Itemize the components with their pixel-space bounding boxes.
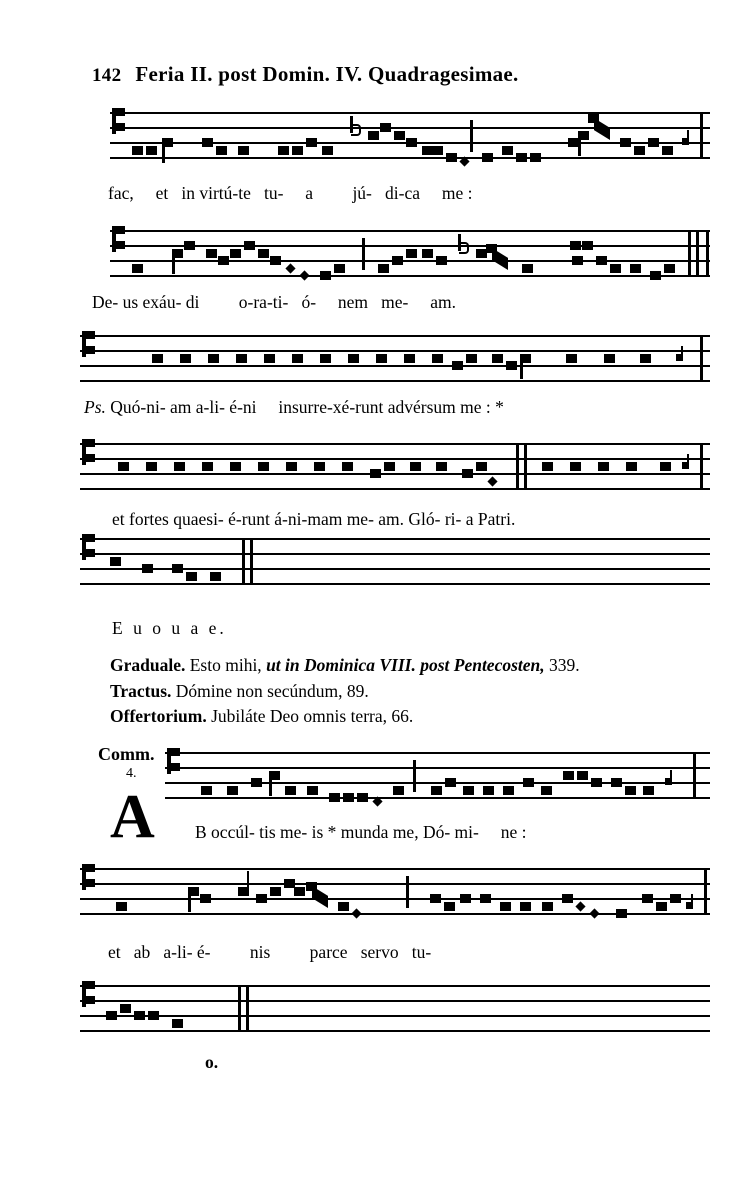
- barline: [704, 868, 707, 915]
- neume-note: [148, 1011, 159, 1020]
- page-title: Feria II. post Domin. IV. Quadragesimae.: [135, 62, 519, 86]
- barline: [250, 538, 253, 585]
- neume-note: [570, 241, 581, 250]
- barline: [246, 985, 249, 1032]
- neume-flexa: [306, 882, 328, 908]
- neume-note: [570, 462, 581, 471]
- barline: [700, 112, 703, 159]
- neume-note: [502, 146, 513, 155]
- neume-note: [670, 894, 681, 903]
- neume-note: [598, 462, 609, 471]
- neume-note: [596, 256, 607, 265]
- staff-line: [110, 127, 710, 129]
- neume-note: [343, 793, 354, 802]
- neume-note: [462, 469, 473, 478]
- neume-note: [432, 354, 443, 363]
- neume-note: [292, 354, 303, 363]
- custos: [676, 354, 686, 362]
- neume-note: [186, 572, 197, 581]
- staff-line: [80, 365, 710, 367]
- neume-note: [270, 256, 281, 265]
- neume-note: [378, 264, 389, 273]
- staff-line: [80, 883, 710, 885]
- neume-note: [487, 476, 497, 486]
- flat-sign: [458, 234, 467, 251]
- staff-line: [80, 1000, 710, 1002]
- staff-line: [110, 230, 710, 232]
- neume-note: [542, 462, 553, 471]
- lyric-line-4: et fortes quaesi- é-runt á-ni-mam me- am. Gló- ri- a Patri.: [112, 509, 516, 529]
- neume-note: [563, 771, 574, 780]
- neume-note: [258, 462, 269, 471]
- neume-note: [483, 786, 494, 795]
- neume-note: [444, 902, 455, 911]
- do-clef: [112, 226, 125, 252]
- barline: [516, 443, 519, 490]
- neume-note: [566, 354, 577, 363]
- staff-line: [80, 583, 710, 585]
- neume-note: [132, 264, 143, 273]
- staff-line: [80, 1030, 710, 1032]
- staff-line: [80, 380, 710, 382]
- neume-note: [530, 153, 541, 162]
- neume-note: [506, 361, 517, 370]
- staff-line: [80, 443, 710, 445]
- barline: [242, 538, 245, 585]
- staff-line: [80, 898, 710, 900]
- neume-note: [656, 902, 667, 911]
- neume-note: [476, 462, 487, 471]
- neume-note: [520, 354, 531, 363]
- neume-note: [410, 462, 421, 471]
- neume-note: [392, 256, 403, 265]
- neume-note: [500, 902, 511, 911]
- staff-line: [80, 1015, 710, 1017]
- neume-note: [431, 786, 442, 795]
- staff-line: [80, 538, 710, 540]
- neume-note: [376, 354, 387, 363]
- staff-line: [165, 767, 710, 769]
- rubric-label: Tractus.: [110, 680, 172, 701]
- staff-line: [110, 245, 710, 247]
- neume-note: [582, 241, 593, 250]
- barline: [693, 752, 696, 799]
- neume-note: [320, 354, 331, 363]
- neume-note: [380, 123, 391, 132]
- neume-note: [201, 786, 212, 795]
- staff: [110, 112, 710, 174]
- chant-system-1: [110, 112, 710, 174]
- neume-note: [244, 241, 255, 250]
- do-clef: [82, 534, 95, 560]
- communio-label: Comm.: [98, 744, 155, 764]
- staff: [165, 752, 710, 814]
- do-clef: [167, 748, 180, 774]
- neume-note: [299, 270, 309, 280]
- barline: [700, 443, 703, 490]
- neume-note: [338, 902, 349, 911]
- staff-line: [165, 782, 710, 784]
- neume-note: [480, 894, 491, 903]
- neume-note: [307, 786, 318, 795]
- neume-note: [625, 786, 636, 795]
- rubric-italic: ut in Dominica VIII. post Pentecosten,: [266, 655, 545, 675]
- staff-line: [110, 112, 710, 114]
- neume-note: [460, 894, 471, 903]
- neume-note: [516, 153, 527, 162]
- custos: [682, 462, 692, 470]
- neume-note: [334, 264, 345, 273]
- neume-note: [664, 264, 675, 273]
- neume-note: [452, 361, 463, 370]
- barline: [688, 230, 691, 277]
- neume-note: [357, 793, 368, 802]
- lyric-line-1: fac, et in virtú-te tu- a jú- di-ca me :: [108, 183, 473, 203]
- neume-note: [286, 462, 297, 471]
- rubric-text: Esto mihi,: [185, 655, 267, 675]
- neume-note: [604, 354, 615, 363]
- staff-line: [80, 985, 710, 987]
- neume-note: [202, 138, 213, 147]
- neume-note: [230, 462, 241, 471]
- neume-note: [436, 256, 447, 265]
- neume-note: [314, 462, 325, 471]
- neume-note: [184, 241, 195, 250]
- neume-note: [626, 462, 637, 471]
- staff-line: [80, 868, 710, 870]
- neume-note: [216, 146, 227, 155]
- rubric-offertorium: [110, 706, 580, 727]
- neume-note: [575, 901, 585, 911]
- rubric-block: [110, 655, 580, 732]
- neume-note: [466, 354, 477, 363]
- neume-note: [320, 271, 331, 280]
- neume-note: [422, 249, 433, 258]
- barline: [362, 238, 365, 270]
- neume-note: [406, 138, 417, 147]
- neume-note: [306, 138, 317, 147]
- do-clef: [82, 981, 95, 1007]
- custos: [665, 778, 675, 786]
- neume-note: [258, 249, 269, 258]
- psalm-label: Ps.: [84, 397, 106, 417]
- staff-line: [110, 157, 710, 159]
- do-clef: [112, 108, 125, 134]
- neume-note: [445, 778, 456, 787]
- drop-capital: A: [110, 783, 155, 851]
- rubric-text: Jubiláte Deo omnis terra, 66.: [206, 706, 414, 726]
- neume-note: [236, 354, 247, 363]
- neume-note: [648, 138, 659, 147]
- neume-note: [210, 572, 221, 581]
- custos: [682, 138, 692, 146]
- neume-note: [292, 146, 303, 155]
- neume-note: [238, 887, 249, 896]
- staff-line: [165, 797, 710, 799]
- neume-note: [322, 146, 333, 155]
- neume-note: [342, 462, 353, 471]
- staff-line: [165, 752, 710, 754]
- chant-system-6: [165, 752, 710, 814]
- neume-note: [616, 909, 627, 918]
- chant-system-5: [80, 538, 710, 600]
- neume-note: [202, 462, 213, 471]
- neume-note: [522, 264, 533, 273]
- neume-note: [643, 786, 654, 795]
- neume-note: [256, 894, 267, 903]
- neume-note: [589, 908, 599, 918]
- neume-note: [650, 271, 661, 280]
- neume-note: [118, 462, 129, 471]
- neume-note: [285, 263, 295, 273]
- neume-note: [394, 131, 405, 140]
- neume-note: [572, 256, 583, 265]
- neume-note: [110, 557, 121, 566]
- neume-note: [370, 469, 381, 478]
- neume-note: [591, 778, 602, 787]
- lyric-line-5: B occúl- tis me- is * munda me, Dó- mi- ne :: [195, 822, 527, 842]
- neume-note: [630, 264, 641, 273]
- neume-note: [406, 249, 417, 258]
- staff-line: [80, 458, 710, 460]
- neume-note: [120, 1004, 131, 1013]
- staff: [80, 985, 710, 1047]
- neume-note: [142, 564, 153, 573]
- barline: [706, 230, 709, 277]
- neume-note: [620, 138, 631, 147]
- neume-note: [174, 462, 185, 471]
- do-clef: [82, 439, 95, 465]
- neume-note: [134, 1011, 145, 1020]
- barline: [413, 760, 416, 792]
- neume-note: [200, 894, 211, 903]
- neume-note: [146, 146, 157, 155]
- neume-note: [542, 902, 553, 911]
- rubric-label: Graduale.: [110, 655, 186, 675]
- neume-note: [430, 894, 441, 903]
- staff-line: [80, 473, 710, 475]
- neume-note: [520, 902, 531, 911]
- neume-note: [278, 146, 289, 155]
- neume-note: [436, 462, 447, 471]
- staff-line: [80, 350, 710, 352]
- chant-system-3: [80, 335, 710, 397]
- neume-note: [172, 249, 183, 258]
- neume-note: [152, 354, 163, 363]
- barline: [470, 120, 473, 152]
- neume-note: [227, 786, 238, 795]
- flat-sign: [350, 116, 359, 133]
- neume-note: [368, 131, 379, 140]
- neume-note: [660, 462, 671, 471]
- neume-note: [393, 786, 404, 795]
- neume-note: [251, 778, 262, 787]
- staff-line: [110, 260, 710, 262]
- neume-note: [384, 462, 395, 471]
- barline: [406, 876, 409, 908]
- neume-note: [329, 793, 340, 802]
- staff: [110, 230, 710, 292]
- rubric-text: Dómine non secúndum, 89.: [171, 680, 369, 701]
- neume-note: [206, 249, 217, 258]
- neume-note: [116, 902, 127, 911]
- chant-system-2: [110, 230, 710, 292]
- neume-note: [132, 146, 143, 155]
- barline: [524, 443, 527, 490]
- neume-note: [482, 153, 493, 162]
- barline: [700, 335, 703, 382]
- neume-note: [208, 354, 219, 363]
- lyric-line-7: o.: [205, 1052, 219, 1072]
- lyric-line-6: et ab a-li- é- nis parce servo tu-: [108, 942, 432, 962]
- neume-note: [269, 771, 280, 780]
- staff-line: [80, 488, 710, 490]
- rubric-graduale: [110, 655, 580, 676]
- neume-note: [578, 131, 589, 140]
- neume-note: [238, 146, 249, 155]
- neume-note: [446, 153, 457, 162]
- neume-note: [610, 264, 621, 273]
- staff-line: [80, 553, 710, 555]
- neume-note: [285, 786, 296, 795]
- neume-note: [463, 786, 474, 795]
- neume-note: [634, 146, 645, 155]
- neume-note: [180, 354, 191, 363]
- barline: [238, 985, 241, 1032]
- chant-system-8: [80, 985, 710, 1047]
- folio-number: 142: [92, 65, 122, 86]
- chant-system-7: [80, 868, 710, 930]
- page-header: [92, 62, 692, 87]
- neume-note: [230, 249, 241, 258]
- neume-note: [162, 138, 173, 147]
- euouae-line: E u o u a e.: [112, 618, 227, 638]
- staff: [80, 443, 710, 505]
- neume-note: [106, 1011, 117, 1020]
- neume-note: [577, 771, 588, 780]
- neume-note: [662, 146, 673, 155]
- neume-note: [146, 462, 157, 471]
- neume-note: [348, 354, 359, 363]
- neume-note: [432, 146, 443, 155]
- rubric-tail: 339.: [544, 655, 580, 675]
- neume-flexa: [588, 114, 610, 140]
- neume-note: [541, 786, 552, 795]
- staff-line: [80, 335, 710, 337]
- neume-note: [562, 894, 573, 903]
- neume-note: [218, 256, 229, 265]
- neume-note: [270, 887, 281, 896]
- psalm-text: Quó-ni- am a-li- é-ni insurre-xé-runt advérsum me : *: [110, 397, 504, 417]
- lyric-line-2: De- us exáu- di o-ra-ti- ó- nem me- am.: [92, 292, 456, 312]
- custos: [686, 902, 696, 910]
- neume-note: [492, 354, 503, 363]
- neume-note: [264, 354, 275, 363]
- neume-flexa: [486, 244, 508, 270]
- staff: [80, 868, 710, 930]
- staff-line: [110, 275, 710, 277]
- chant-system-4: [80, 443, 710, 505]
- mode-number: 4.: [126, 766, 137, 781]
- rubric-label: Offertorium.: [110, 706, 207, 726]
- rubric-tractus: [110, 681, 580, 702]
- neume-note: [294, 887, 305, 896]
- barline: [696, 230, 699, 277]
- neume-note: [640, 354, 651, 363]
- neume-note: [611, 778, 622, 787]
- neume-note: [503, 786, 514, 795]
- neume-note: [351, 908, 361, 918]
- neume-note: [642, 894, 653, 903]
- psalm-line: [84, 397, 504, 418]
- staff: [80, 538, 710, 600]
- neume-note: [404, 354, 415, 363]
- do-clef: [82, 331, 95, 357]
- neume-note: [188, 887, 199, 896]
- neume-note: [523, 778, 534, 787]
- neume-note: [172, 564, 183, 573]
- staff: [80, 335, 710, 397]
- neume-note: [172, 1019, 183, 1028]
- do-clef: [82, 864, 95, 890]
